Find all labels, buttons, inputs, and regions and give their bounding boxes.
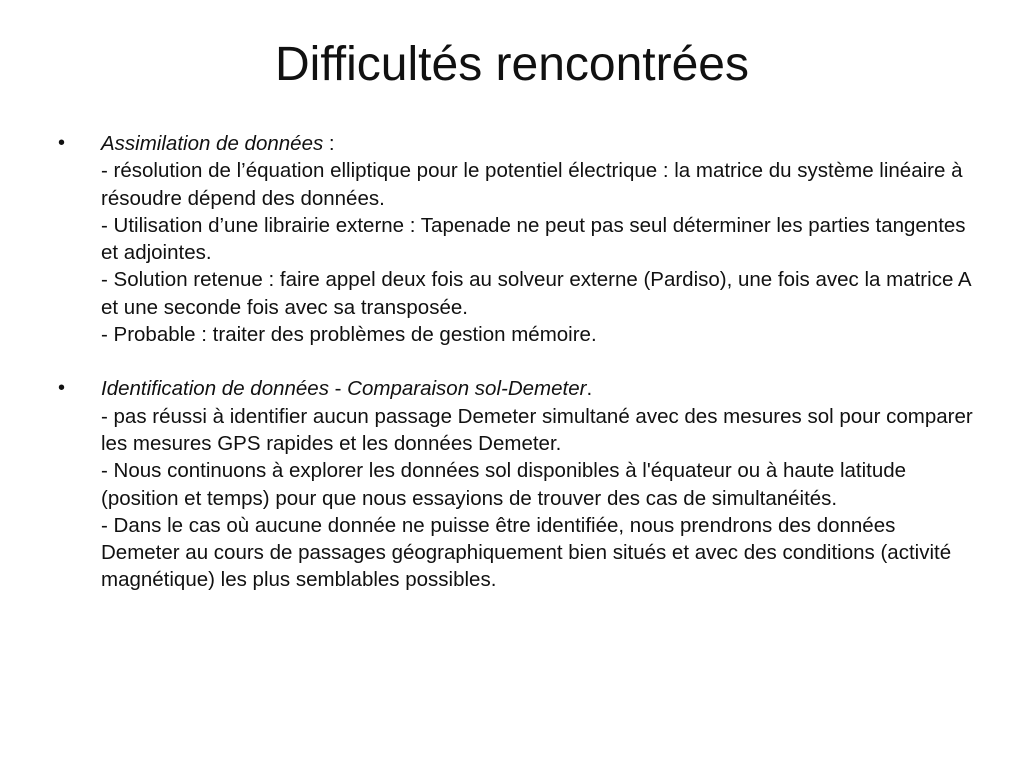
bullet-line: - pas réussi à identifier aucun passage Demeter simultané avec des mesures sol pour comparer les mesures GPS rapides et les données Demeter. bbox=[101, 404, 973, 455]
bullet-dot-icon: • bbox=[58, 377, 66, 400]
bullet-line: - Utilisation d’une librairie externe : Tapenade ne peut pas seul déterminer les parties tangentes et adjointes. bbox=[101, 213, 966, 265]
bullet-assimilation bbox=[58, 130, 978, 348]
slide-title: Difficultés rencontrées bbox=[275, 38, 749, 91]
bullet-heading-italic-2: Comparaison sol-Demeter bbox=[347, 377, 587, 401]
bullet-heading bbox=[101, 130, 978, 157]
bullet-line: - résolution de l’équation elliptique pour le potentiel électrique : la matrice du système linéaire à résoudre dépend des données. bbox=[101, 159, 963, 210]
bullet-heading-italic: Assimilation de données bbox=[101, 132, 324, 155]
bullet-heading-suffix: : bbox=[323, 132, 335, 155]
bullet-heading-italic: Identification de données bbox=[101, 377, 329, 401]
bullet-line: - Nous continuons à explorer les données sol disponibles à l'équateur ou à haute latitude (position et temps) pour que nous essayions de trouver des cas de simultanéités. bbox=[101, 459, 907, 510]
bullet-line: - Dans le cas où aucune donnée ne puisse être identifiée, nous prendrons des données Demeter au cours de passages géographiquement bien situés et avec des conditions (activité magnétique) les plus semblables possibles. bbox=[101, 513, 952, 592]
bullet-dot-icon: • bbox=[58, 132, 66, 154]
bullet-heading-separator: - bbox=[328, 377, 348, 401]
bullet-heading bbox=[101, 375, 978, 402]
bullet-line: - Solution retenue : faire appel deux fois au solveur externe (Pardiso), une fois avec la matrice A et une seconde fois avec sa transposée. bbox=[101, 268, 971, 319]
bullet-line: - Probable : traiter des problèmes de gestion mémoire. bbox=[101, 323, 597, 347]
bullet-identification bbox=[58, 375, 978, 593]
slide-content bbox=[58, 130, 978, 621]
bullet-heading-suffix: . bbox=[586, 377, 593, 401]
